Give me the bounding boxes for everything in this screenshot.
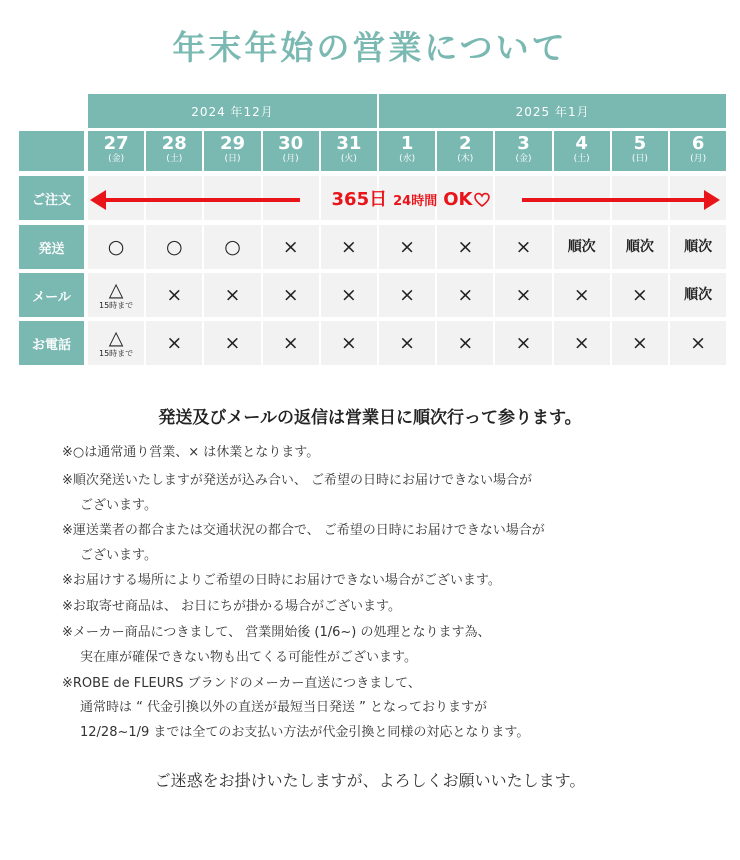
row-label: お電話 — [19, 321, 84, 365]
order-banner — [300, 186, 522, 216]
status-cell — [670, 225, 726, 269]
day-number: 6 — [691, 133, 705, 154]
status-cell — [612, 225, 668, 269]
note-line: ※メーカー商品につきまして、 営業開始後 (1/6~) の処理となります為、 — [62, 625, 491, 640]
status-mark: 順次 — [567, 239, 596, 255]
status-mark: 順次 — [625, 239, 654, 255]
day-number: 5 — [633, 133, 647, 154]
status-mark: × — [340, 332, 357, 354]
status-cell — [204, 321, 260, 365]
status-cell — [495, 273, 551, 317]
status-cell — [379, 321, 435, 365]
note-line: ※ROBE de FLEURS ブランドのメーカー直送につきまして、 — [62, 676, 421, 691]
day-number: 28 — [161, 133, 187, 154]
status-mark: × — [573, 332, 590, 354]
row-label: メール — [19, 273, 84, 317]
day-weekday: (月) — [282, 154, 299, 164]
status-cell — [437, 273, 493, 317]
status-mark: × — [515, 284, 532, 306]
status-cell — [495, 321, 551, 365]
note-line: 12/28~1/9 までは全てのお支払い方法が代金引換と同様の対応となります。 — [80, 725, 530, 740]
month-header: 2025 年1月 — [379, 94, 726, 128]
status-cell — [263, 321, 319, 365]
day-number: 27 — [103, 133, 129, 154]
day-header — [263, 131, 319, 171]
status-cell — [612, 273, 668, 317]
status-mark: △ — [108, 326, 124, 349]
day-header — [379, 131, 435, 171]
status-mark: × — [515, 236, 532, 258]
day-number: 2 — [459, 133, 472, 154]
day-weekday: (土) — [573, 154, 590, 164]
status-cell — [321, 321, 377, 365]
day-weekday: (金) — [515, 154, 532, 164]
status-mark: × — [282, 332, 299, 354]
status-mark: △ — [108, 278, 124, 301]
status-cell — [554, 225, 610, 269]
day-header — [437, 131, 493, 171]
banner-365: 365日 — [331, 189, 388, 210]
banner-ok: OK — [443, 189, 473, 210]
status-mark: × — [457, 284, 474, 306]
status-cell — [321, 225, 377, 269]
corner-cell — [19, 131, 84, 171]
day-number: 3 — [517, 133, 530, 154]
status-cell — [263, 273, 319, 317]
page-title: 年末年始の営業について — [172, 28, 568, 67]
status-cell — [88, 225, 144, 269]
status-mark: × — [399, 236, 416, 258]
day-header — [612, 131, 668, 171]
status-mark: × — [399, 284, 416, 306]
day-header — [204, 131, 260, 171]
status-mark: × — [515, 332, 532, 354]
status-mark: ○ — [107, 236, 125, 258]
status-cell — [554, 321, 610, 365]
status-mark: × — [224, 332, 241, 354]
note-line: ※順次発送いたしますが発送が込み合い、 ご希望の日時にお届けできない場合が — [62, 473, 533, 488]
day-header — [670, 131, 726, 171]
month-header: 2024 年12月 — [88, 94, 377, 128]
note-line: ございます。 — [80, 498, 157, 513]
day-header — [495, 131, 551, 171]
status-mark: 順次 — [684, 239, 713, 255]
row-label-order: ご注文 — [19, 176, 84, 220]
status-cell — [379, 273, 435, 317]
day-weekday: (日) — [224, 154, 241, 164]
day-weekday: (水) — [399, 154, 416, 164]
arrow-line-right — [522, 198, 706, 202]
status-mark: × — [457, 332, 474, 354]
day-header — [88, 131, 144, 171]
status-cell — [379, 225, 435, 269]
status-cell — [554, 273, 610, 317]
note-line: ※運送業者の都合または交通状況の都合で、 ご希望の日時にお届けできない場合が — [62, 523, 545, 538]
day-weekday: (月) — [690, 154, 707, 164]
status-mark: ○ — [165, 236, 183, 258]
status-mark: × — [340, 236, 357, 258]
status-mark: × — [282, 236, 299, 258]
day-weekday: (金) — [108, 154, 125, 164]
status-cell — [88, 321, 144, 365]
status-cell — [612, 321, 668, 365]
day-number: 30 — [278, 133, 304, 154]
day-header — [321, 131, 377, 171]
status-cell — [437, 225, 493, 269]
status-mark: × — [224, 284, 241, 306]
arrow-right-icon — [704, 190, 720, 210]
status-mark: × — [166, 332, 183, 354]
day-number: 4 — [575, 133, 588, 154]
status-note: 15時まで — [99, 348, 134, 358]
arrow-line-left — [104, 198, 300, 202]
status-mark: × — [631, 332, 648, 354]
note-line: ※お取寄せ商品は、 お日にちが掛かる場合がございます。 — [62, 599, 401, 614]
day-weekday: (木) — [457, 154, 474, 164]
status-cell — [495, 225, 551, 269]
status-mark: × — [340, 284, 357, 306]
status-cell — [321, 273, 377, 317]
day-number: 31 — [336, 133, 362, 154]
banner-24h: 24時間 — [393, 194, 438, 209]
schedule-table — [0, 0, 740, 380]
status-mark: × — [399, 332, 416, 354]
status-cell — [437, 321, 493, 365]
notes-headline: 発送及びメールの返信は営業日に順次行って参ります。 — [158, 408, 582, 428]
status-cell — [146, 273, 202, 317]
note-line: ※お届けする場所によりご希望の日時にお届けできない場合がございます。 — [62, 573, 501, 588]
status-cell — [146, 225, 202, 269]
status-cell — [670, 321, 726, 365]
status-mark: × — [457, 236, 474, 258]
status-mark: × — [573, 284, 590, 306]
note-line: ※○は通常通り営業、× は休業となります。 — [62, 445, 320, 460]
day-weekday: (火) — [340, 154, 357, 164]
status-mark: × — [166, 284, 183, 306]
day-weekday: (土) — [166, 154, 183, 164]
status-cell — [146, 321, 202, 365]
closing-message: ご迷惑をお掛けいたしますが、よろしくお願いいたします。 — [154, 771, 586, 790]
day-header — [554, 131, 610, 171]
status-cell — [670, 273, 726, 317]
note-line: 実在庫が確保できない物も出てくる可能性がございます。 — [80, 650, 417, 665]
note-line: 通常時は “ 代金引換以外の直送が最短当日発送 ” となっておりますが — [80, 700, 487, 715]
status-mark: × — [690, 332, 707, 354]
status-cell — [263, 225, 319, 269]
status-mark: 順次 — [684, 287, 713, 303]
day-number: 1 — [400, 133, 414, 154]
day-weekday: (日) — [631, 154, 648, 164]
status-note: 15時まで — [99, 300, 134, 310]
day-header — [146, 131, 202, 171]
status-cell — [204, 273, 260, 317]
status-mark: × — [631, 284, 648, 306]
note-line: ございます。 — [80, 548, 157, 563]
status-cell — [204, 225, 260, 269]
row-label: 発送 — [19, 225, 84, 269]
day-number: 29 — [219, 133, 246, 154]
heart-icon — [474, 192, 490, 208]
status-mark: ○ — [224, 236, 241, 258]
status-cell — [88, 273, 144, 317]
status-mark: × — [282, 284, 299, 306]
